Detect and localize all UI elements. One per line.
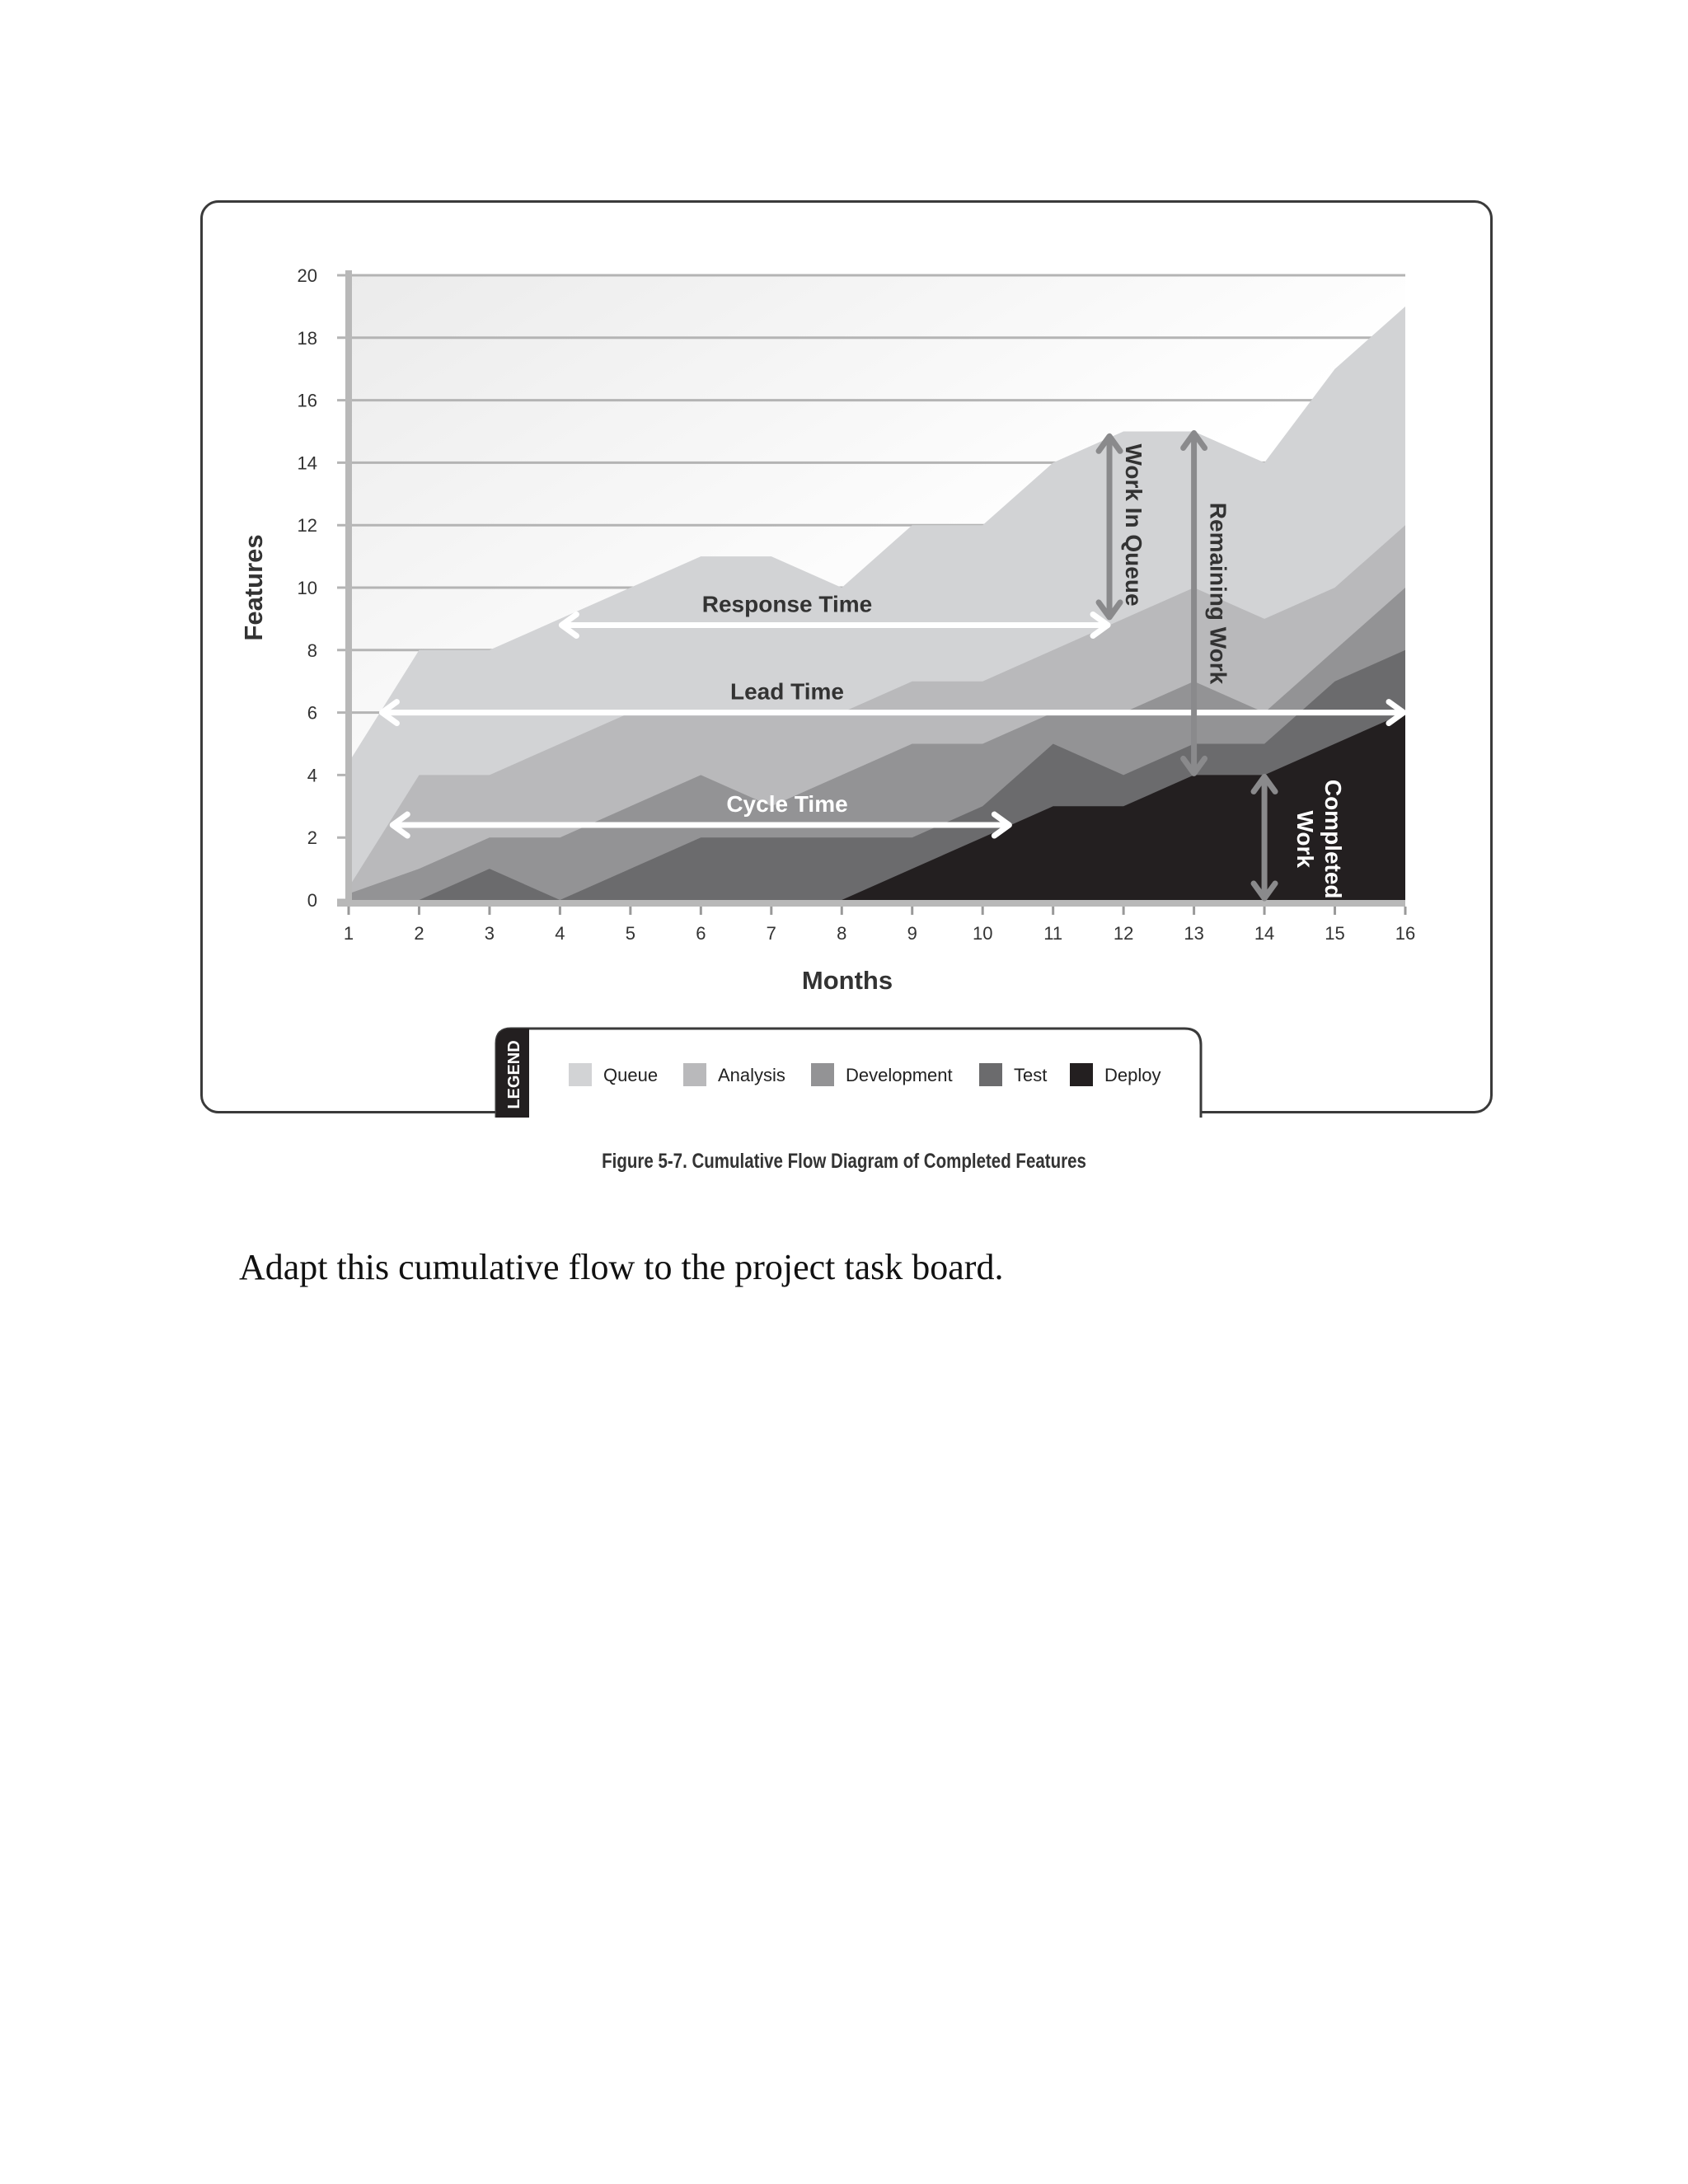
x-axis-label: Months bbox=[801, 966, 893, 995]
legend-title: LEGEND bbox=[505, 1040, 523, 1109]
figure-caption: Figure 5-7. Cumulative Flow Diagram of Completed Features bbox=[602, 1150, 1086, 1173]
x-tick-label: 15 bbox=[1325, 923, 1345, 944]
annotation-label: Remaining Work bbox=[1205, 502, 1231, 685]
x-tick-label: 10 bbox=[972, 923, 993, 944]
x-tick-label: 12 bbox=[1113, 923, 1134, 944]
x-tick-label: 9 bbox=[907, 923, 917, 944]
x-tick-label: 11 bbox=[1043, 923, 1063, 944]
annotation-label: Cycle Time bbox=[726, 791, 848, 818]
y-tick-label: 20 bbox=[297, 265, 317, 286]
legend bbox=[496, 1029, 1201, 1118]
x-tick-label: 4 bbox=[555, 923, 565, 944]
annotation-label: Response Time bbox=[701, 591, 873, 617]
legend-swatch-test bbox=[979, 1063, 1002, 1086]
x-tick-label: 8 bbox=[837, 923, 847, 944]
y-tick-label: 10 bbox=[297, 578, 317, 598]
y-tick-label: 12 bbox=[297, 515, 317, 537]
x-tick-label: 14 bbox=[1254, 923, 1275, 944]
y-tick-label: 8 bbox=[307, 640, 317, 661]
x-tick-label: 5 bbox=[625, 923, 635, 944]
y-tick-label: 6 bbox=[307, 702, 317, 724]
legend-label-deploy: Deploy bbox=[1104, 1065, 1161, 1085]
y-tick-label: 14 bbox=[297, 452, 317, 474]
x-tick-label: 3 bbox=[484, 923, 495, 944]
y-tick-label: 2 bbox=[307, 827, 317, 849]
legend-label-development: Development bbox=[846, 1065, 953, 1085]
x-tick-label: 13 bbox=[1184, 923, 1204, 944]
x-tick-label: 2 bbox=[414, 923, 424, 944]
legend-swatch-deploy bbox=[1070, 1063, 1093, 1086]
annotation-label: Work In Queue bbox=[1121, 443, 1147, 607]
annotation-label: Completed bbox=[1320, 779, 1347, 899]
y-axis-label: Features bbox=[239, 534, 268, 641]
y-tick-label: 4 bbox=[307, 765, 317, 786]
legend-swatch-queue bbox=[569, 1063, 592, 1086]
annotation-label: Work bbox=[1292, 810, 1319, 868]
instruction-text: Adapt this cumulative flow to the project task board. bbox=[239, 1247, 1004, 1287]
y-tick-label: 0 bbox=[307, 890, 317, 911]
legend-swatch-development bbox=[811, 1063, 834, 1086]
legend-label-queue: Queue bbox=[603, 1065, 659, 1085]
y-tick-label: 18 bbox=[297, 327, 317, 349]
y-tick-label: 16 bbox=[297, 390, 317, 411]
legend-label-test: Test bbox=[1014, 1065, 1048, 1085]
legend-label-analysis: Analysis bbox=[718, 1065, 785, 1085]
x-tick-label: 1 bbox=[343, 923, 354, 944]
x-tick-label: 16 bbox=[1395, 923, 1416, 944]
annotation-label: Lead Time bbox=[730, 678, 844, 705]
x-tick-label: 7 bbox=[766, 923, 776, 944]
legend-swatch-analysis bbox=[683, 1063, 706, 1086]
x-tick-label: 6 bbox=[696, 923, 706, 944]
